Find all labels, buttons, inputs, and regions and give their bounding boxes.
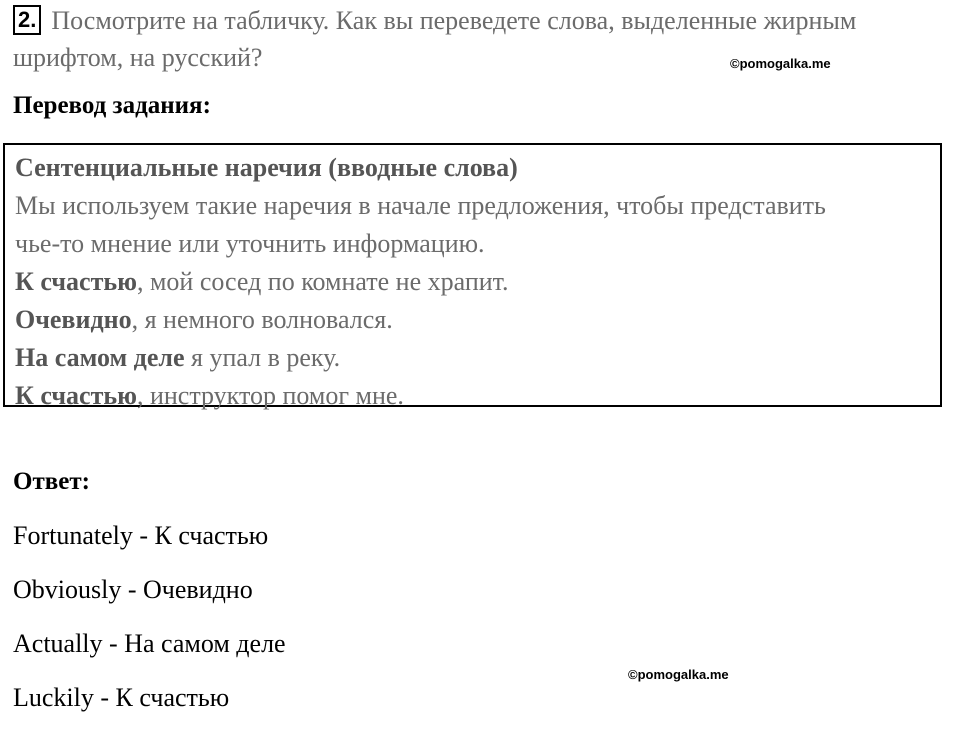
- watermark-bottom: ©pomogalka.me: [628, 667, 729, 682]
- task-text: Посмотрите на табличку. Как вы переведете слова, выделенные жирным шрифтом, на русский?: [13, 6, 857, 72]
- answer-list: [13, 514, 286, 730]
- answer-item: Obviously - Очевидно: [13, 575, 253, 604]
- box-description-2: чье-то мнение или уточнить информацию.: [15, 229, 485, 258]
- answer-heading: Ответ:: [13, 468, 90, 495]
- box-description: Мы используем такие наречия в начале предложения, чтобы представить: [15, 191, 826, 220]
- watermark: ©pomogalka.me: [730, 56, 831, 71]
- grammar-box: [3, 143, 942, 410]
- task-number: 2.: [13, 5, 41, 35]
- answer-item: Actually - На самом деле: [13, 629, 286, 658]
- example-bold: К счастью: [15, 381, 137, 410]
- box-title: Сентенциальные наречия (вводные слова): [15, 153, 518, 182]
- example-rest: , инструктор помог мне.: [136, 381, 404, 410]
- example-rest: , я немного волновался.: [131, 305, 393, 334]
- example-rest: , мой сосед по комнате не храпит.: [136, 267, 509, 296]
- example-row: [15, 339, 940, 377]
- answer-item: Luckily - К счастью: [13, 683, 230, 712]
- example-row: [15, 263, 940, 301]
- example-rest: я упал в реку.: [184, 343, 341, 372]
- example-bold: К счастью: [15, 267, 137, 296]
- translation-heading: Перевод задания:: [13, 92, 211, 119]
- answer-item: Fortunately - К счастью: [13, 521, 269, 550]
- example-bold: Очевидно: [15, 305, 132, 334]
- example-row: [15, 377, 940, 415]
- example-bold: На самом деле: [15, 343, 185, 372]
- example-row: [15, 301, 940, 339]
